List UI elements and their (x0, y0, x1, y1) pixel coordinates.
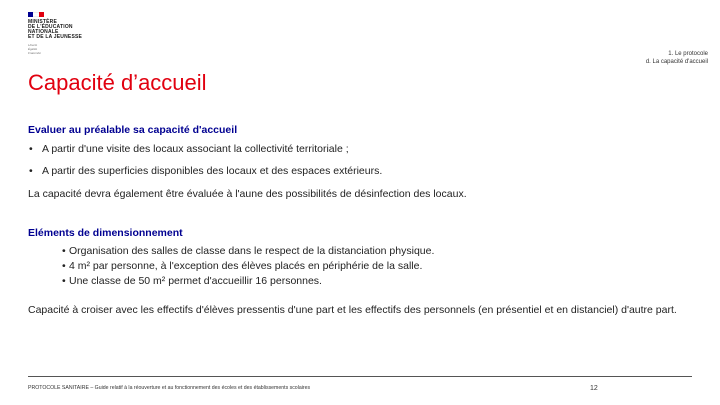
slide-content (28, 124, 692, 317)
capacity-bullet-list (28, 143, 692, 178)
republic-motto: Liberté Égalité Fraternité (28, 43, 41, 55)
section-heading-capacity: Evaluer au préalable sa capacité d'accueil (28, 124, 238, 136)
staffing-paragraph: Capacité à croiser avec les effectifs d'élèves pressentis d'une part et les effectifs des personnels (en présentiel et en distanciel) d'autre part. (28, 304, 677, 316)
sizing-bullet-list (62, 245, 692, 288)
list-item: • A partir d'une visite des locaux associant la collectivité territoriale ; (28, 143, 692, 156)
flag-red-band (39, 12, 44, 17)
list-item: • Organisation des salles de classe dans le respect de la distanciation physique. (62, 245, 692, 258)
list-item: • 4 m² par personne, à l'exception des élèves placés en périphérie de la salle. (62, 260, 692, 273)
list-item: • Une classe de 50 m² permet d'accueillir 16 personnes. (62, 275, 692, 288)
breadcrumb (646, 50, 708, 66)
section-heading-sizing: Eléments de dimensionnement (28, 227, 183, 239)
ministry-name: MINISTÈRE DE L'ÉDUCATION NATIONALE ET DE LA JEUNESSE (28, 19, 83, 40)
page-title: Capacité d’accueil (28, 70, 207, 95)
french-flag-icon (28, 12, 44, 17)
disinfection-paragraph: La capacité devra également être évaluée à l'aune des possibilités de désinfection des locaux. (28, 188, 467, 200)
breadcrumb-section: 1. Le protocole (668, 51, 708, 57)
list-item: • A partir des superficies disponibles des locaux et des espaces extérieurs. (28, 165, 692, 178)
footer-divider (28, 376, 692, 377)
ministry-logo (28, 12, 98, 55)
breadcrumb-subsection: d. La capacité d'accueil (645, 59, 708, 65)
page-number: 12 (590, 385, 598, 392)
footer-text: PROTOCOLE SANITAIRE – Guide relatif à la réouverture et au fonctionnement des écoles et des établissements scolaires (28, 385, 311, 391)
